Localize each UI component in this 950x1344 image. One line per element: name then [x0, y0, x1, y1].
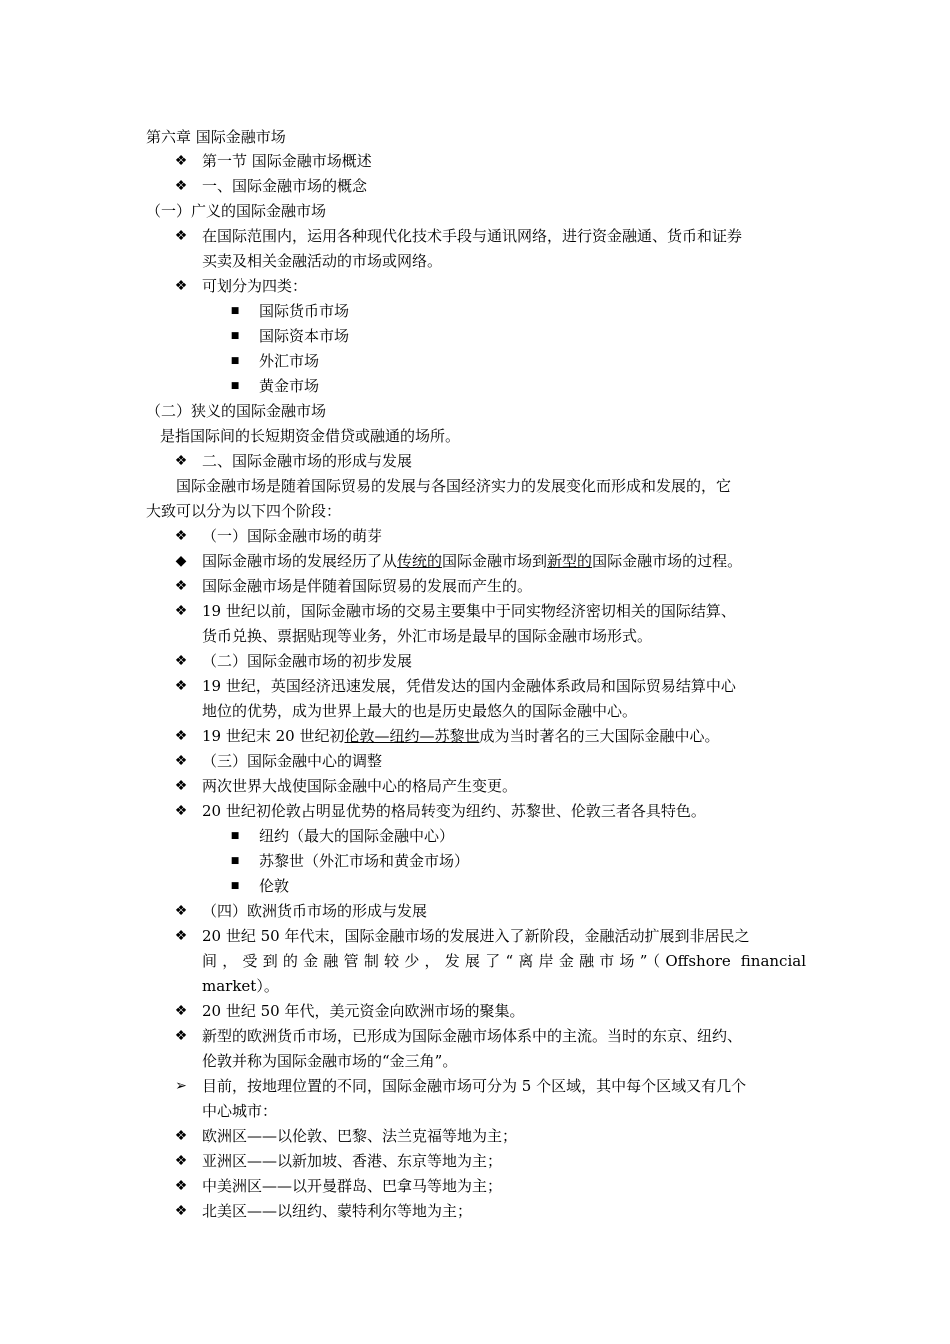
- diamond-bullet-icon: ❖: [174, 1203, 188, 1219]
- list-item: 可划分为四类：: [202, 277, 308, 295]
- diamond-bullet-icon: ❖: [174, 778, 188, 794]
- list-item: [202, 724, 720, 749]
- list-item: [202, 549, 742, 574]
- section-heading: 第一节 国际金融市场概述: [202, 152, 372, 170]
- diamond-bullet-icon: ❖: [174, 728, 188, 744]
- list-item: 20 世纪初伦敦占明显优势的格局转变为纽约、苏黎世、伦敦三者各具特色。: [202, 802, 706, 820]
- diamond-bullet-icon: ❖: [174, 453, 188, 469]
- underlined-text: 传统的: [397, 552, 443, 570]
- list-item: 货币兑换、票据贴现等业务，外汇市场是最早的国际金融市场形式。: [202, 627, 653, 645]
- chapter-title: 第六章 国际金融市场: [146, 128, 286, 146]
- diamond-bullet-icon: ❖: [174, 928, 188, 944]
- section-heading: 二、国际金融市场的形成与发展: [202, 452, 413, 470]
- list-item: 间，受到的金融管制较少，发展了“离岸金融市场”（Offshore financial: [202, 952, 806, 970]
- paragraph: 国际金融市场是随着国际贸易的发展与各国经济实力的发展变化而形成和发展的，它: [176, 477, 732, 495]
- square-bullet-icon: ■: [230, 356, 240, 366]
- text-run: 成为当时著名的三大国际金融中心。: [479, 727, 720, 745]
- list-item: 地位的优势，成为世界上最大的也是历史最悠久的国际金融中心。: [202, 702, 638, 720]
- list-item: 19 世纪以前，国际金融市场的交易主要集中于同实物经济密切相关的国际结算、: [202, 602, 736, 620]
- diamond-bullet-icon: ❖: [174, 278, 188, 294]
- sub-list-item: 国际货币市场: [259, 302, 350, 320]
- diamond-bullet-icon: ❖: [174, 1128, 188, 1144]
- list-item: 亚洲区——以新加坡、香港、东京等地为主；: [202, 1152, 503, 1170]
- list-item: 欧洲区——以伦敦、巴黎、法兰克福等地为主；: [202, 1127, 518, 1145]
- list-item: 中心城市：: [202, 1102, 278, 1120]
- section-heading: 一、国际金融市场的概念: [202, 177, 368, 195]
- sub-list-item: 纽约（最大的国际金融中心）: [259, 827, 455, 845]
- sub-list-item: 伦敦: [259, 877, 290, 895]
- underlined-text: 新型的: [547, 552, 593, 570]
- underlined-text: 伦敦—纽约—苏黎世: [344, 727, 480, 745]
- diamond-bullet-icon: ❖: [174, 1178, 188, 1194]
- list-item: （一）国际金融市场的萌芽: [202, 527, 383, 545]
- sub-list-item: 黄金市场: [259, 377, 320, 395]
- solid-diamond-bullet-icon: ◆: [175, 553, 187, 569]
- arrow-bullet-icon: ➢: [175, 1078, 187, 1094]
- list-item: 两次世界大战使国际金融中心的格局产生变更。: [202, 777, 518, 795]
- list-item: 中美洲区——以开曼群岛、巴拿马等地为主；: [202, 1177, 503, 1195]
- diamond-bullet-icon: ❖: [174, 153, 188, 169]
- square-bullet-icon: ■: [230, 881, 240, 891]
- sub-list-item: 国际资本市场: [259, 327, 350, 345]
- square-bullet-icon: ■: [230, 856, 240, 866]
- list-item: （三）国际金融中心的调整: [202, 752, 383, 770]
- list-item: 20 世纪 50 年代，美元资金向欧洲市场的聚集。: [202, 1002, 525, 1020]
- diamond-bullet-icon: ❖: [174, 653, 188, 669]
- list-item: 新型的欧洲货币市场，已形成为国际金融市场体系中的主流。当时的东京、纽约、: [202, 1027, 743, 1045]
- square-bullet-icon: ■: [230, 381, 240, 391]
- diamond-bullet-icon: ❖: [174, 903, 188, 919]
- diamond-bullet-icon: ❖: [174, 1153, 188, 1169]
- list-item: 20 世纪 50 年代末，国际金融市场的发展进入了新阶段，金融活动扩展到非居民之: [202, 927, 750, 945]
- list-item: 国际金融市场是伴随着国际贸易的发展而产生的。: [202, 577, 533, 595]
- diamond-bullet-icon: ❖: [174, 1003, 188, 1019]
- list-item: 买卖及相关金融活动的市场或网络。: [202, 252, 443, 270]
- paragraph: 是指国际间的长短期资金借贷或融通的场所。: [160, 427, 461, 445]
- subheading: （二）狭义的国际金融市场: [146, 402, 327, 420]
- diamond-bullet-icon: ❖: [174, 578, 188, 594]
- diamond-bullet-icon: ❖: [174, 178, 188, 194]
- list-item: （二）国际金融市场的初步发展: [202, 652, 413, 670]
- diamond-bullet-icon: ❖: [174, 603, 188, 619]
- square-bullet-icon: ■: [230, 831, 240, 841]
- sub-list-item: 外汇市场: [259, 352, 320, 370]
- list-item: 目前，按地理位置的不同，国际金融市场可分为 5 个区域，其中每个区域又有几个: [202, 1077, 747, 1095]
- square-bullet-icon: ■: [230, 331, 240, 341]
- diamond-bullet-icon: ❖: [174, 528, 188, 544]
- diamond-bullet-icon: ❖: [174, 228, 188, 244]
- diamond-bullet-icon: ❖: [174, 678, 188, 694]
- text-run: 国际金融市场到: [442, 552, 548, 570]
- list-item: 北美区——以纽约、蒙特利尔等地为主；: [202, 1202, 473, 1220]
- list-item: market）。: [202, 977, 279, 995]
- text-run: 国际金融市场的发展经历了从: [202, 552, 398, 570]
- text-run: 国际金融市场的过程。: [592, 552, 743, 570]
- list-item: （四）欧洲货币市场的形成与发展: [202, 902, 428, 920]
- text-run: 19 世纪末 20 世纪初: [202, 727, 345, 745]
- square-bullet-icon: ■: [230, 306, 240, 316]
- list-item: 在国际范围内，运用各种现代化技术手段与通讯网络，进行资金融通、货币和证券: [202, 227, 743, 245]
- list-item: 19 世纪，英国经济迅速发展，凭借发达的国内金融体系政局和国际贸易结算中心: [202, 677, 736, 695]
- diamond-bullet-icon: ❖: [174, 1028, 188, 1044]
- paragraph: 大致可以分为以下四个阶段：: [146, 502, 342, 520]
- sub-list-item: 苏黎世（外汇市场和黄金市场）: [259, 852, 470, 870]
- diamond-bullet-icon: ❖: [174, 803, 188, 819]
- diamond-bullet-icon: ❖: [174, 753, 188, 769]
- list-item: 伦敦并称为国际金融市场的“金三角”。: [202, 1052, 458, 1070]
- subheading: （一）广义的国际金融市场: [146, 202, 327, 220]
